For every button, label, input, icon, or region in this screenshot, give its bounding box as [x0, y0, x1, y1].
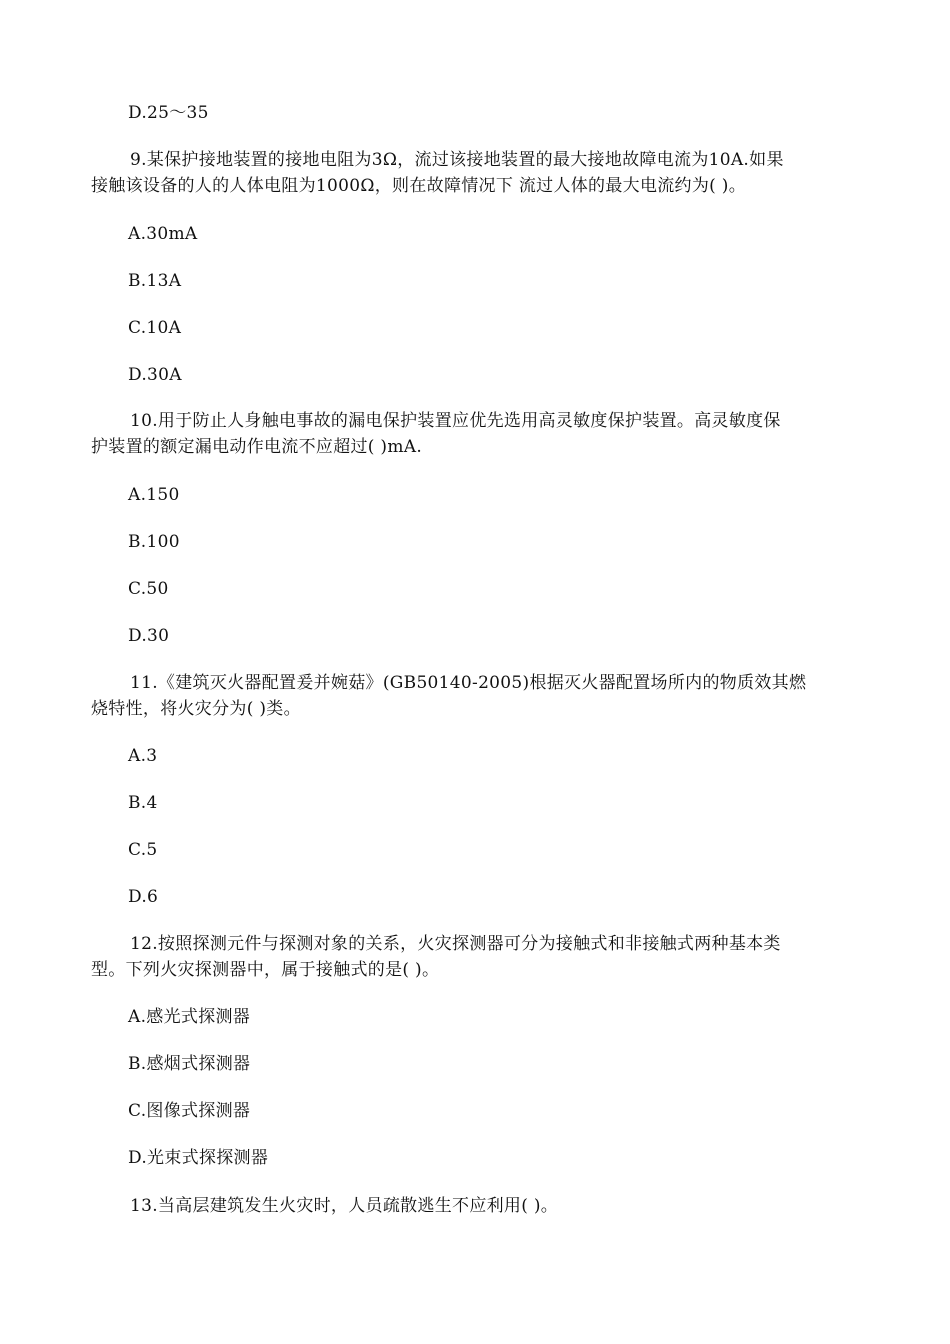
option-a-q10: A.150	[128, 485, 180, 505]
option-a-q11: A.3	[128, 746, 158, 766]
option-c-q12: C.图像式探测器	[128, 1101, 251, 1121]
option-c-q9: C.10A	[128, 318, 182, 338]
question-11-line-1: 11.《建筑灭火器配置爰并婉菇》(GB50140-2005)根据灭火器配置场所内的物质效其燃	[130, 673, 807, 693]
question-9-line-1: 9.某保护接地装置的接地电阻为3Ω，流过该接地装置的最大接地故障电流为10A.如果	[130, 150, 784, 170]
option-d-q8: D.25～35	[128, 103, 209, 123]
option-d-q9: D.30A	[128, 365, 182, 385]
option-b-q10: B.100	[128, 532, 180, 552]
option-b-q12: B.感烟式探测器	[128, 1054, 251, 1074]
option-b-q9: B.13A	[128, 271, 182, 291]
question-13-line-1: 13.当高层建筑发生火灾时，人员疏散逃生不应利用( )。	[130, 1196, 559, 1216]
question-12-line-1: 12.按照探测元件与探测对象的关系，火灾探测器可分为接触式和非接触式两种基本类	[130, 934, 781, 954]
option-a-q9: A.30mA	[128, 224, 198, 244]
option-a-q12: A.感光式探测器	[128, 1007, 251, 1027]
option-d-q12: D.光束式探探测器	[128, 1148, 269, 1168]
option-c-q10: C.50	[128, 579, 169, 599]
question-10-line-1: 10.用于防止人身触电事故的漏电保护装置应优先选用高灵敏度保护装置。高灵敏度保	[130, 411, 781, 431]
option-c-q11: C.5	[128, 840, 158, 860]
option-b-q11: B.4	[128, 793, 158, 813]
question-11-line-2: 烧特性，将火灾分为( )类。	[91, 699, 301, 719]
question-12-line-2: 型。下列火灾探测器中，属于接触式的是( )。	[91, 960, 440, 980]
option-d-q11: D.6	[128, 887, 159, 907]
option-d-q10: D.30	[128, 626, 170, 646]
question-10-line-2: 护装置的额定漏电动作电流不应超过( )mA.	[91, 437, 423, 457]
question-9-line-2: 接触该设备的人的人体电阻为1000Ω，则在故障情况下 流过人体的最大电流约为( )。	[91, 176, 747, 196]
